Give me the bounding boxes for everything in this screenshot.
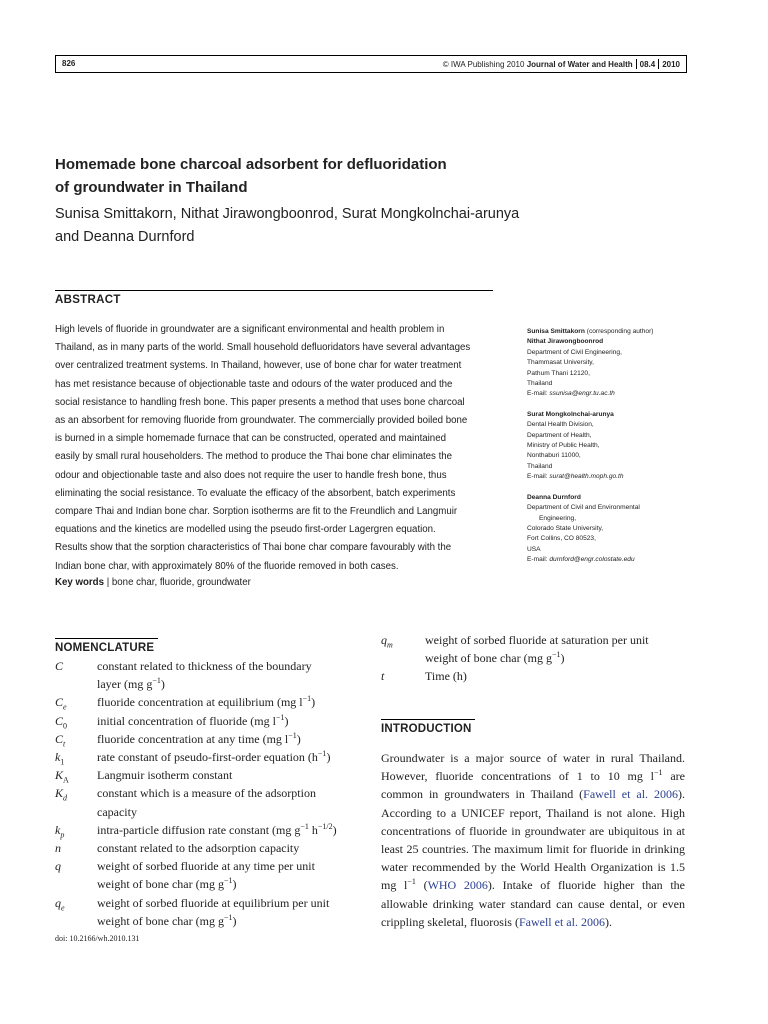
nom-row: $K_d$ constant which is a measure of the adsorption (55, 786, 316, 803)
nom-row: $q_m$ weight of sorbed fluoride at saturation per unit (381, 633, 649, 650)
nom-row: weight of bone char (mg $g^{-1}$) (97, 876, 237, 892)
citation-link[interactable]: WHO 2006 (427, 878, 488, 893)
email-link[interactable]: durnford@engr.colostate.edu (549, 556, 635, 564)
nom-row: weight of bone char (mg $g^{-1}$) (425, 650, 565, 666)
page-number: 826 (62, 59, 76, 68)
journal-year: 2010 (662, 60, 680, 69)
citation-link[interactable]: Fawell et al. 2006 (583, 787, 679, 802)
keywords: Key words | bone char, fluoride, groundwater (55, 577, 251, 588)
nomenclature-heading: NOMENCLATURE (55, 642, 155, 654)
nomenclature-rule (55, 638, 158, 639)
affiliations (527, 327, 697, 576)
nom-row: $k_p$ intra-particle diffusion rate constant (mg $g^{-1}$ $h^{-1/2}$) (55, 821, 337, 840)
nom-row: t Time (h) (381, 669, 467, 684)
nom-row: layer (mg $g^{-1}$) (97, 676, 165, 692)
nom-row: q weight of sorbed fluoride at any time per unit (55, 859, 315, 874)
nom-row: capacity (97, 804, 137, 819)
abstract-heading: ABSTRACT (55, 294, 121, 306)
author-list: Sunisa Smittakorn, Nithat Jirawongboonrod, Surat Mongkolnchai-arunya and Deanna Durnford (55, 206, 520, 245)
nom-row: $K_A$ Langmuir isotherm constant (55, 768, 233, 785)
introduction-text: Groundwater is a major source of water in rural Thailand. However, fluoride concentrations of 1 to 10 mg $l^{-1}$ are common in groundwaters in Thailand (Fawell et al. 2006). According to a UNICEF report, Thailand is not alone. High concentrations of fluoride in groundwater are ubiquitous in at least 25 countries. The maximum limit for fluoride in drinking water recommended by the World Health Organization is 1.5 mg $l^{-1}$ (WHO 2006). Intake of fluoride higher than the allowable drinking water standard can cause dental, or even crippling skeletal, fluorosis (Fawell et al. 2006). (381, 751, 686, 929)
citation-link[interactable]: Fawell et al. 2006 (518, 914, 605, 929)
copyright: © IWA Publishing 2010 (442, 60, 525, 69)
nomenclature-list (55, 657, 365, 930)
email-link[interactable]: ssunisa@engr.tu.ac.th (549, 390, 615, 398)
abstract-rule (55, 290, 493, 291)
nom-row: C constant related to thickness of the boundary (55, 659, 312, 673)
nom-row: weight of bone char (mg $g^{-1}$) (97, 912, 237, 928)
article-title: Homemade bone charcoal adsorbent for defluoridation of groundwater in Thailand (55, 156, 447, 196)
nom-row: $q_e$ weight of sorbed fluoride at equilibrium per unit (55, 895, 330, 913)
nom-row: $C_e$ fluoride concentration at equilibrium (mg $l^{-1}$) (55, 694, 316, 712)
nom-row: $k_1$ rate constant of pseudo-first-order equation $(h^{-1})$ (55, 749, 331, 767)
affiliation-2: Surat Mongkolnchai-arunya Dental Health Division, Department of Health, Ministry of Public Health, Nonthaburi 11000, Thailand E-mail: surat@health.moph.go.th (527, 410, 624, 481)
nom-row: n constant related to the adsorption capacity (55, 841, 300, 856)
affiliation-1: Sunisa Smittakorn (corresponding author) Nithat Jirawongboonrod Department of Civil Engineering, Thammasat University, Pathum Thani 12120, Thailand E-mail: ssunisa@engr.tu.ac.th (527, 328, 654, 398)
abstract-text: High levels of fluoride in groundwater are a significant environmental and health problem in Thailand, as in many parts of the world. Small household defluoridators have several advantages over centralized treatment systems. In Thailand, however, use of bone char for water treatment has met resistance because of objectionable taste and odours of the water produced and the social resistance to handling fresh bone. This paper presents a method that uses bone charcoal as an absorbent for removing fluoride from groundwater. The commercially provided boiled bone is burned in a simple homemade furnace that can be constructed, operated and maintained easily by small rural householders. The method to produce the Thai bone char eliminates the odour and objectionable taste and also does not require the user to handle fresh bone, thus eliminating the social resistance. To evaluate the efficacy of the absorbent, batch experiments compare Thai and Indian bone char. Sorption isotherms are fit to the Freundlich and Langmuir equations and the kinetics are modelled using the pseudo first-order Lagergren equation. Results show that the sorption characteristics of Thai bone char compare favourably with the Indian bone char, with approximately 80% of the fluoride removed in both cases. (55, 324, 471, 572)
email-link[interactable]: surat@health.moph.go.th (549, 473, 624, 481)
nomenclature-list-continued (381, 631, 691, 686)
journal-issue: 08.4 (639, 60, 656, 69)
nom-row: $C_t$ fluoride concentration at any time (mg $l^{-1}$) (55, 730, 301, 749)
doi: doi: 10.2166/wh.2010.131 (55, 934, 140, 943)
page-header (55, 55, 687, 73)
introduction-heading: INTRODUCTION (381, 723, 472, 735)
introduction-rule (381, 719, 475, 720)
nom-row: $C_0$ initial concentration of fluoride (mg $l^{-1}$) (55, 712, 289, 730)
affiliation-3: Deanna Durnford Department of Civil and Environmental Engineering, Colorado State University, Fort Collins, CO 80523, USA E-mail: durnford@engr.colostate.edu (527, 493, 640, 564)
journal-info (443, 59, 680, 69)
journal-name: Journal of Water and Health (526, 60, 633, 69)
